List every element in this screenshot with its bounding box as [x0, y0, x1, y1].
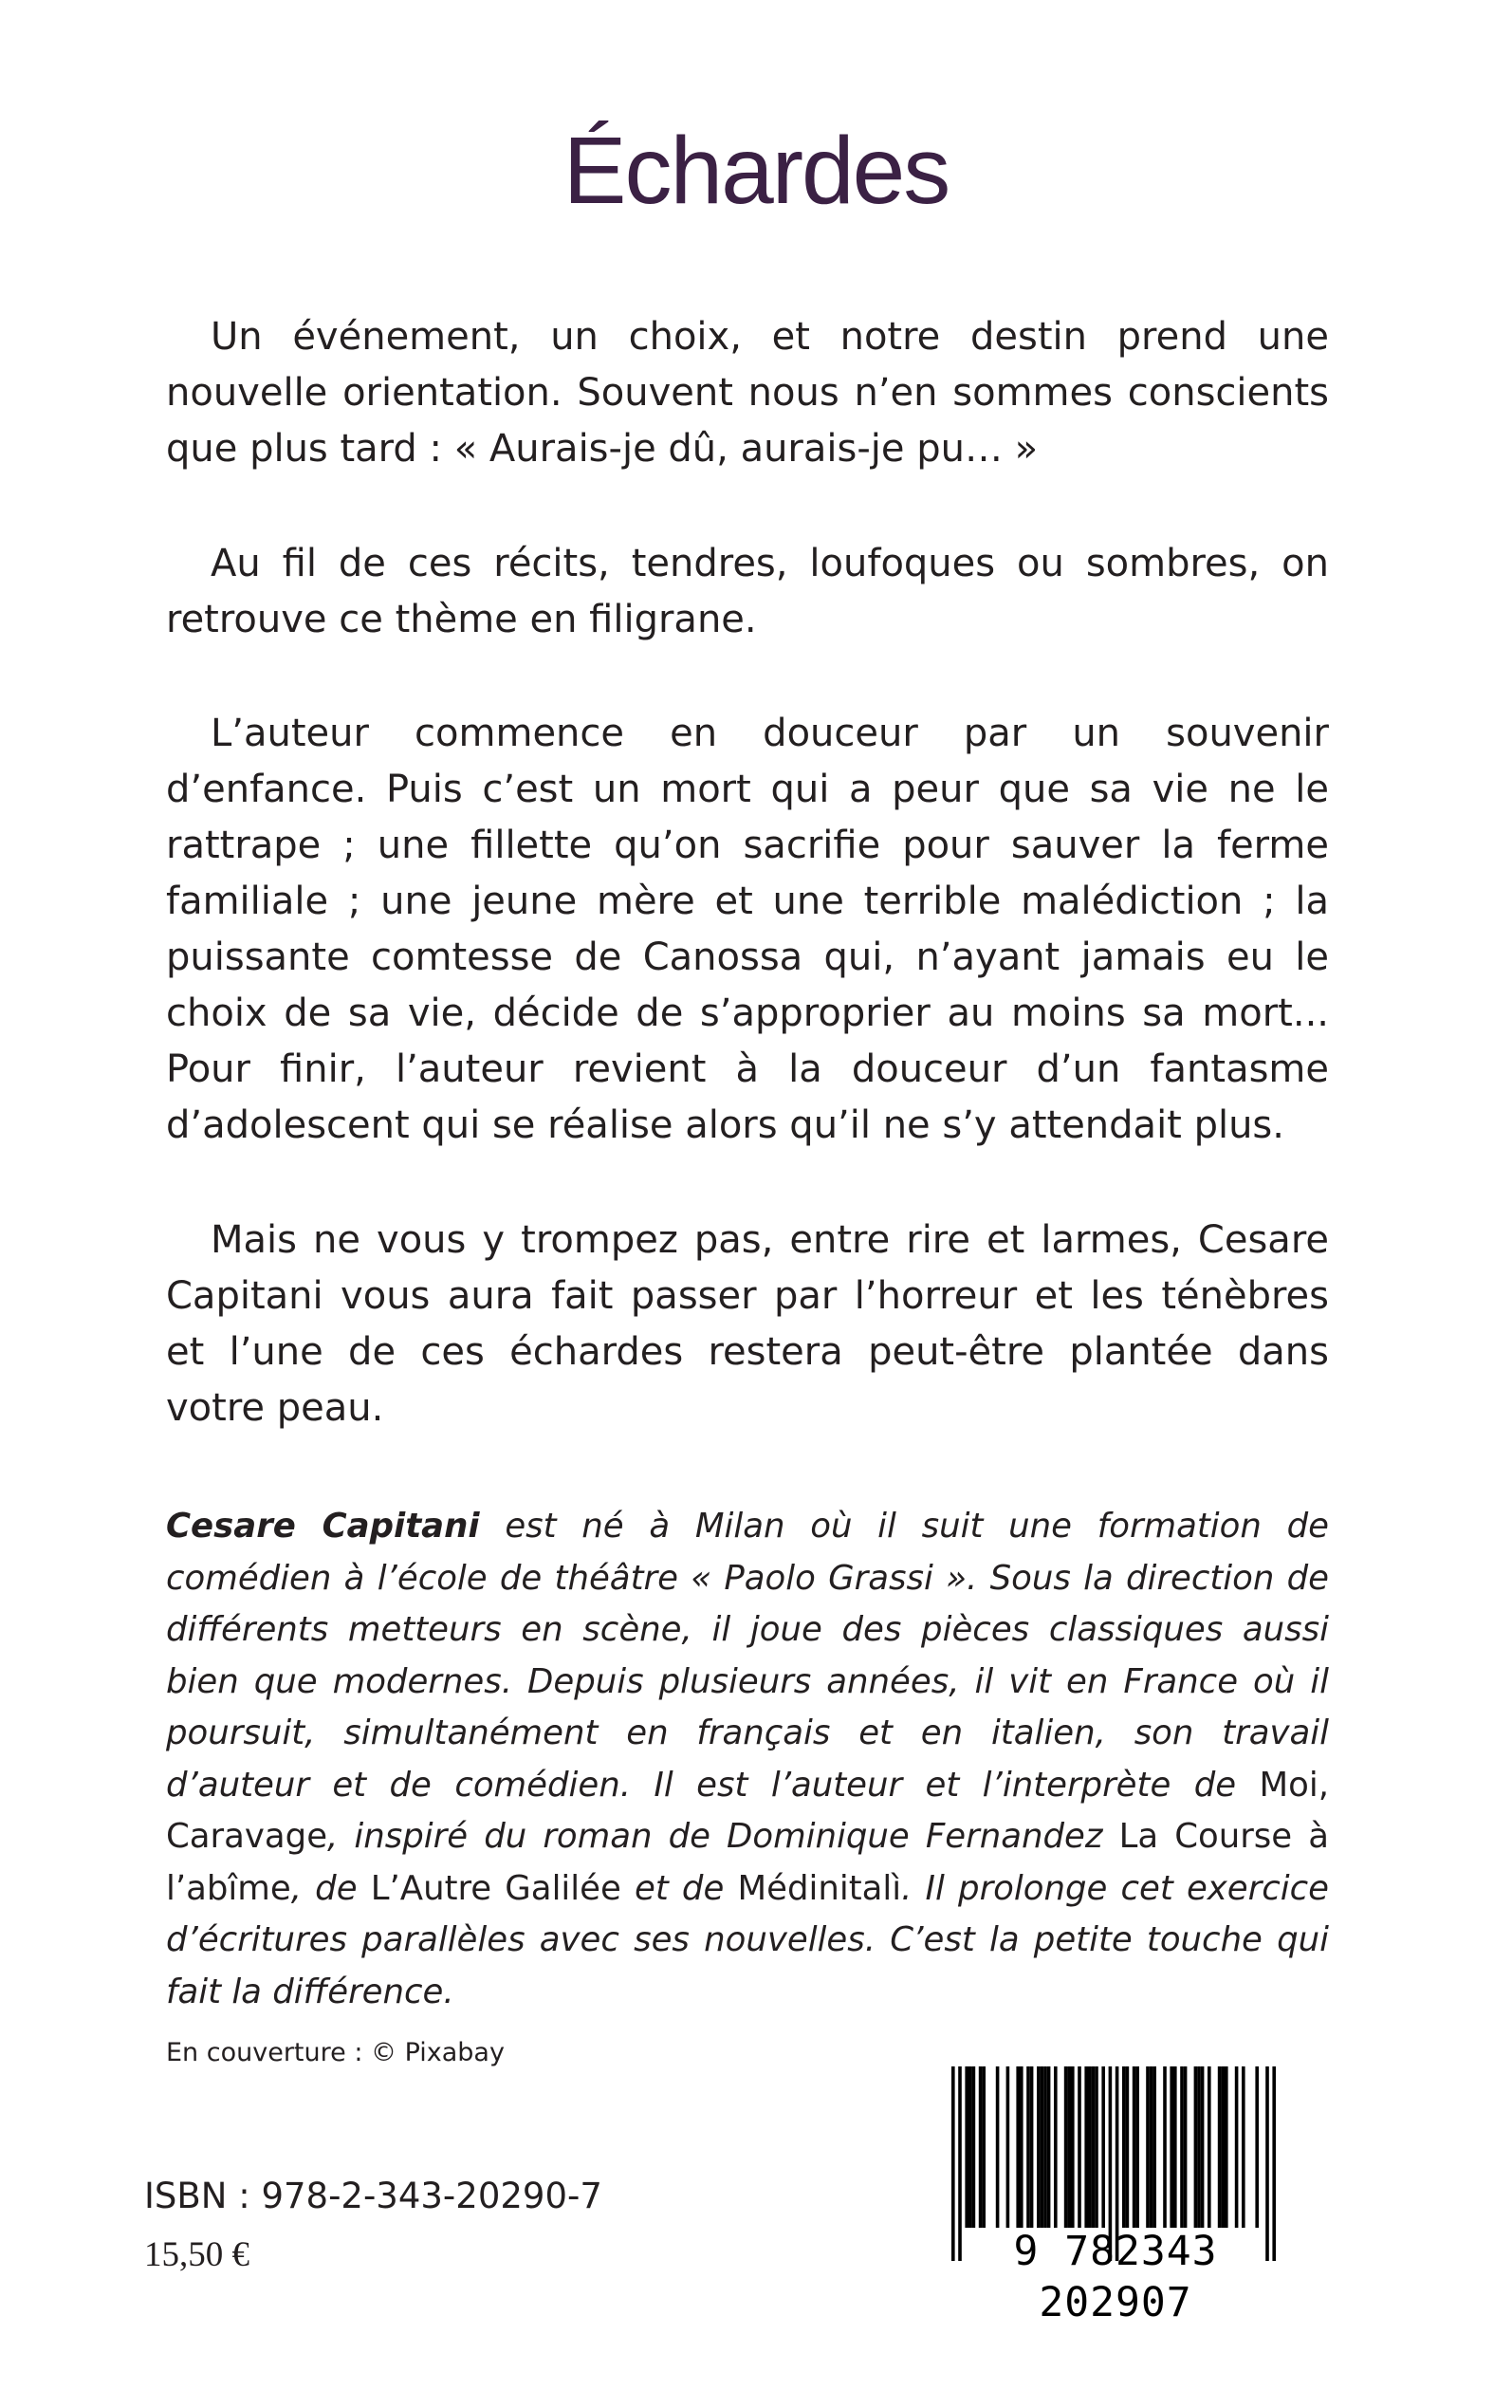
author-name: Cesare Capitani — [166, 1507, 480, 1546]
barcode-bar — [1197, 2066, 1201, 2228]
barcode-bar — [1037, 2066, 1041, 2228]
barcode-bar — [972, 2066, 976, 2228]
paragraph-text: L’auteur commence en douceur par un souvenir d’enfance. Puis c’est un mort qui a peur que sa vie ne le rattrape ; une fillette qu’on sacrifie pour sauver la ferme familiale ; une jeune mère et une terrible malédiction ; la puissante comtesse de Canossa qui, n’ayant jamais eu le choix de sa vie, décide de s’approprier au moins sa mort... Pour finir, l’auteur revient à la douceur d’un fantasme d’adolescent qui se réalise alors qu’il ne s’y attendait plus. — [166, 712, 1329, 1147]
barcode-bar — [1006, 2066, 1010, 2228]
barcode-bar — [1235, 2066, 1239, 2228]
barcode-bar — [1043, 2066, 1047, 2228]
blurb-paragraph-1 — [166, 309, 1329, 477]
barcode-bar — [1016, 2066, 1020, 2228]
work-title: Médinitalì — [737, 1868, 902, 1908]
paragraph-text: Au fil de ces récits, tendres, loufoques ou sombres, on retrouve ce thème en filigrane. — [166, 542, 1329, 641]
barcode-bar — [1135, 2066, 1139, 2228]
barcode-bar — [1170, 2066, 1173, 2228]
barcode-bar — [1184, 2066, 1188, 2228]
barcode-bar — [1126, 2066, 1130, 2228]
barcode-bar — [1088, 2066, 1092, 2228]
barcode-bar — [965, 2066, 968, 2228]
barcode-bar — [1078, 2066, 1081, 2228]
blurb-paragraph-2 — [166, 536, 1329, 648]
barcode-bar — [1026, 2066, 1030, 2228]
barcode-bar — [979, 2066, 983, 2228]
barcode-bar — [1047, 2066, 1051, 2228]
barcode-bar — [1208, 2066, 1211, 2228]
work-title: La Course à l’abîme — [166, 1817, 1329, 1908]
bio-text: , inspiré du roman de Dominique Fernandez — [327, 1817, 1119, 1856]
barcode-bar — [1163, 2066, 1167, 2228]
price: 15,50 € — [144, 2235, 249, 2274]
barcode-bar — [1092, 2066, 1096, 2228]
bio-text: , de — [290, 1868, 371, 1908]
barcode-bar — [1242, 2066, 1245, 2228]
barcode-bar — [1173, 2066, 1177, 2228]
barcode-bar — [1122, 2066, 1126, 2228]
barcode-bar — [982, 2066, 986, 2228]
barcode-bar — [1225, 2066, 1228, 2228]
barcode-bar — [1064, 2066, 1068, 2228]
work-title: Moi, Caravage — [166, 1765, 1329, 1856]
barcode-bar — [1041, 2066, 1044, 2228]
barcode-bar — [1221, 2066, 1225, 2228]
bio-text: est né à Milan où il suit une formation de comédien à l’école de théâtre « Paolo Grassi ». Sous la direction de différents metteurs en scène, il joue des pièces classiques aussi bien que modernes. Depuis plusieurs années, il vit en France où il poursuit, simultanément en français et en italien, son travail d’auteur et de comédien. Il est l’auteur et l’interprète de — [166, 1507, 1329, 1805]
barcode-bar — [1194, 2066, 1198, 2228]
paragraph-text: Un événement, un choix, et notre destin prend une nouvelle orientation. Souvent nous n’en sommes conscients que plus tard : « Aurais-je dû, aurais-je pu… » — [166, 315, 1329, 471]
barcode-bar — [1180, 2066, 1184, 2228]
barcode-bar — [1054, 2066, 1058, 2228]
barcode-bar — [1095, 2066, 1098, 2228]
paragraph-text: Mais ne vous y trompez pas, entre rire et larmes, Cesare Capitani vous aura fait passer par l’horreur et les ténèbres et l’une de ces échardes restera peut-être plantée dans votre peau. — [166, 1218, 1329, 1430]
isbn: ISBN : 978-2-343-20290-7 — [144, 2176, 602, 2216]
barcode-bar — [1067, 2066, 1071, 2228]
barcode-bar — [1030, 2066, 1034, 2228]
book-title: Échardes — [562, 118, 950, 224]
author-bio — [166, 1501, 1329, 2018]
barcode-bar — [1101, 2066, 1105, 2228]
cover-credit: En couverture : © Pixabay — [166, 2038, 505, 2067]
barcode-bar — [1071, 2066, 1075, 2228]
barcode-bar — [1150, 2066, 1153, 2228]
blurb-paragraph-3 — [166, 706, 1329, 1154]
barcode-bar — [1020, 2066, 1023, 2228]
barcode-bar — [1084, 2066, 1088, 2228]
barcode-bar — [1201, 2066, 1205, 2228]
bio-text: . Il prolonge cet exercice d’écritures parallèles avec ses nouvelles. C’est la petite touche qui fait la différence. — [166, 1868, 1329, 2011]
barcode-bar — [1152, 2066, 1156, 2228]
bio-text: et de — [620, 1868, 738, 1908]
barcode-bar — [968, 2066, 972, 2228]
barcode-bar — [1255, 2066, 1259, 2228]
barcode-bar — [996, 2066, 1000, 2228]
work-title: L’Autre Galilée — [370, 1868, 621, 1908]
barcode-bar — [1133, 2066, 1136, 2228]
blurb-paragraph-4 — [166, 1213, 1329, 1436]
barcode-bar — [1146, 2066, 1150, 2228]
barcode — [925, 2066, 1306, 2326]
barcode-bar — [1218, 2066, 1222, 2228]
barcode-digits: 9 782343 202907 — [1013, 2228, 1218, 2326]
